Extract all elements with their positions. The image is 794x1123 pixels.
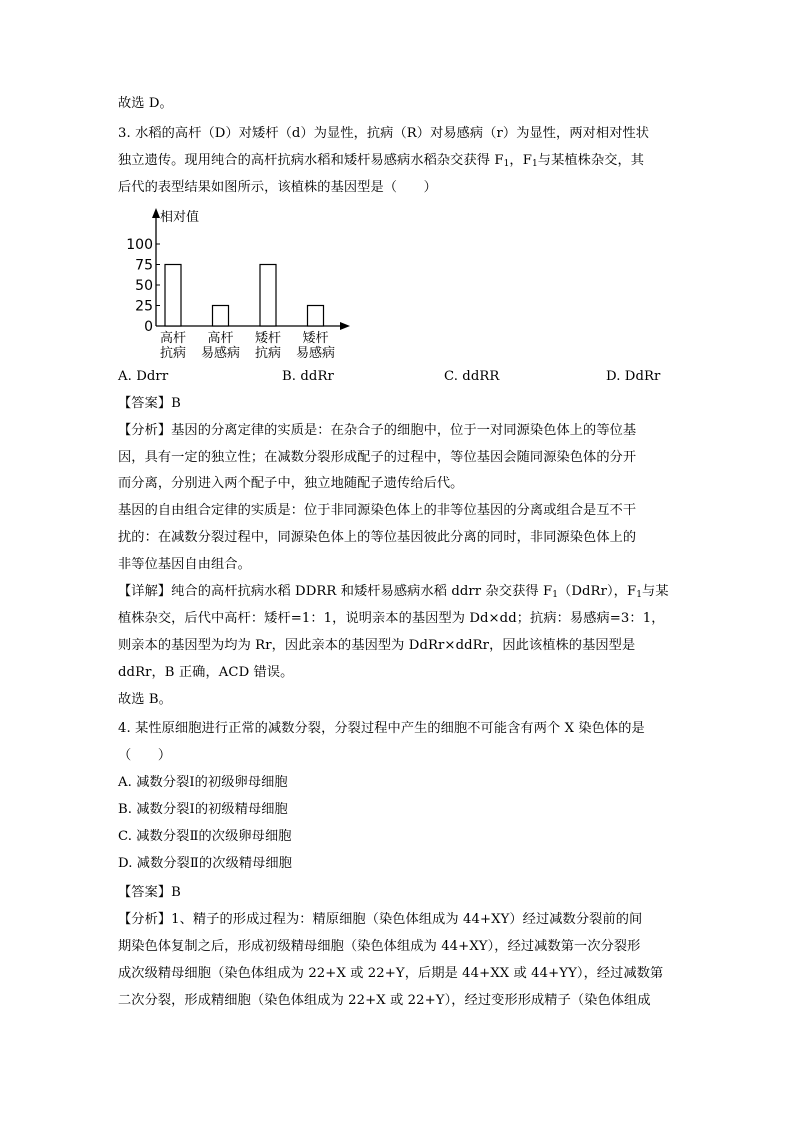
option-b: B. ddRr [282, 369, 334, 384]
bar [260, 265, 276, 327]
option-b: B. 减数分裂Ⅰ的初级精母细胞 [118, 802, 288, 817]
bar [213, 306, 229, 327]
text-line: 则亲本的基因型为均为 Rr，因此亲本的基因型为 DdRr×ddRr，因此该植株的基因型是 [118, 638, 636, 653]
y-tick-label: 75 [135, 257, 153, 274]
text-line: 基因的自由组合定律的实质是：位于非同源染色体上的非等位基因的分离或组合是互不干 [118, 503, 637, 518]
text-span: 独立遗传。现用纯合的高杆抗病水稻和矮杆易感病水稻杂交获得 F [118, 153, 504, 168]
option-d: D. DdRr [606, 369, 661, 384]
category-label: 矮杆 [254, 331, 282, 346]
text-span: ，F [509, 153, 532, 168]
x-axis-arrow [340, 322, 350, 330]
subscript: 1 [552, 590, 559, 600]
option-c: C. 减数分裂Ⅱ的次级卵母细胞 [118, 829, 292, 844]
text-line: 而分离，分别进入两个配子中，独立地随配子遗传给后代。 [118, 476, 464, 491]
text-span: 与某植株杂交，其 [537, 153, 645, 168]
y-tick-label: 0 [144, 319, 153, 335]
text-line: ddRr，B 正确，ACD 错误。 [118, 665, 294, 680]
text-line: 因，具有一定的独立性；在减数分裂形成配子的过程中，等位基因会随同源染色体的分开 [118, 450, 637, 465]
text-span: 与某 [642, 584, 669, 599]
text-line: 故选 B。 [118, 692, 172, 707]
y-ticks [126, 237, 160, 335]
y-tick-label: 100 [126, 237, 153, 253]
text-line: 期染色体复制之后，形成初级精母细胞（染色体组成为 44+XY），经过减数第一次分裂形 [118, 939, 641, 954]
text-line: 植株杂交，后代中高杆：矮杆=1：1，说明亲本的基因型为 Dd×dd；抗病：易感病=3：1， [118, 611, 665, 626]
category-label: 矮杆 [302, 331, 329, 346]
y-tick-label: 50 [135, 278, 153, 294]
text-line: （ ） [118, 748, 172, 763]
subscript: 1 [531, 159, 538, 169]
y-axis-arrow [152, 208, 160, 218]
text-line: 成次级精母细胞（染色体组成为 22+X 或 22+Y，后期是 44+XX 或 44+YY），经过减数第 [118, 966, 664, 981]
text-span: 【详解】纯合的高杆抗病水稻 DDRR 和矮杆易感病水稻 ddrr 杂交获得 F [118, 584, 553, 599]
bar-chart [118, 206, 358, 364]
option-d: D. 减数分裂Ⅱ的次级精母细胞 [118, 856, 293, 871]
category-label: 抗病 [254, 346, 282, 361]
option-a: A. 减数分裂Ⅰ的初级卵母细胞 [118, 775, 288, 790]
text-line: 非等位基因自由组合。 [118, 557, 251, 572]
answer-label: 【答案】B [118, 396, 181, 411]
y-tick-label: 25 [135, 298, 153, 315]
category-label: 易感病 [200, 346, 241, 361]
category-label: 易感病 [295, 346, 336, 361]
text-line: 后代的表型结果如图所示，该植株的基因型是（ ） [118, 180, 437, 195]
x-categories [160, 330, 335, 361]
analysis-paragraph: 【分析】基因的分离定律的实质是：在杂合子的细胞中，位于一对同源染色体上的等位基 [118, 423, 637, 438]
category-label: 抗病 [159, 346, 187, 361]
category-label: 高杆 [159, 331, 187, 346]
bar [165, 265, 181, 327]
option-a: A. Ddrr [118, 369, 169, 384]
text-line: 故选 D。 [118, 96, 173, 111]
bar [308, 306, 324, 327]
question-4-stem: 4. 某性原细胞进行正常的减数分裂，分裂过程中产生的细胞不可能含有两个 X 染色体的是 [118, 721, 645, 736]
text-line: 扰的：在减数分裂过程中，同源染色体上的等位基因彼此分离的同时，非同源染色体上的 [118, 530, 637, 545]
subscript: 1 [503, 159, 510, 169]
text-line: 二次分裂，形成精细胞（染色体组成为 22+X 或 22+Y），经过变形形成精子（染色体组成 [118, 993, 651, 1008]
category-label: 高杆 [207, 331, 234, 346]
option-c: C. ddRR [444, 369, 500, 384]
subscript: 1 [636, 590, 643, 600]
detail-paragraph [118, 582, 669, 602]
analysis-paragraph: 【分析】1、精子的形成过程为：精原细胞（染色体组成为 44+XY）经过减数分裂前的间 [118, 912, 643, 927]
y-axis-label: 相对值 [160, 210, 200, 225]
text-span: （DdRr），F [558, 584, 637, 599]
chart-bars [165, 265, 324, 327]
answer-label: 【答案】B [118, 885, 181, 900]
question-3-stem: 3. 水稻的高杆（D）对矮杆（d）为显性，抗病（R）对易感病（r）为显性，两对相对性状 [118, 126, 650, 141]
text-line [118, 151, 644, 171]
